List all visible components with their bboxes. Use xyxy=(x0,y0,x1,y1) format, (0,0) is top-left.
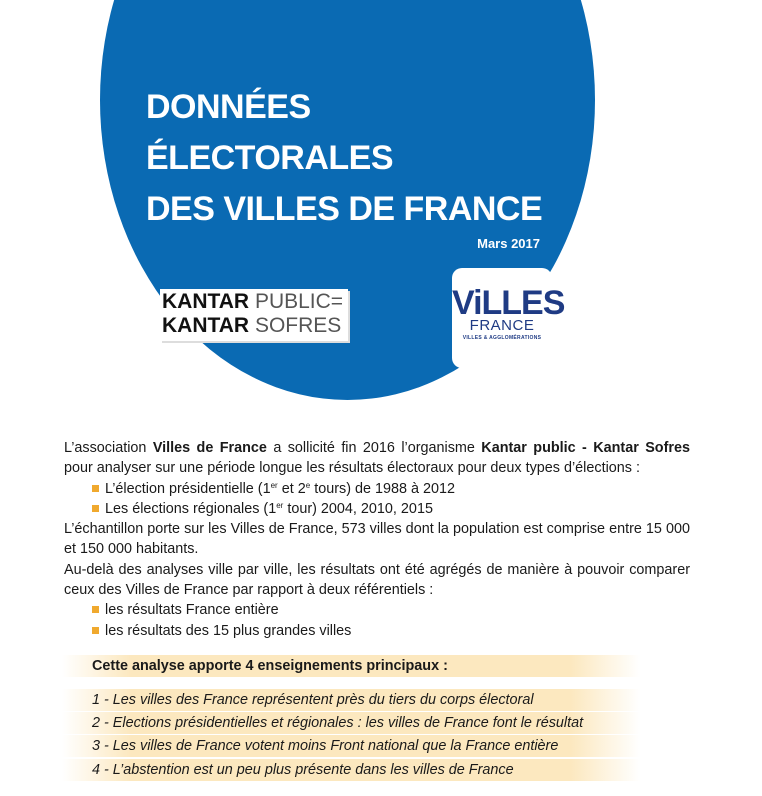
logo-word-france: FRANCE xyxy=(469,317,535,334)
summary-item-2: 2 - Elections présidentielles et régionales : les villes de France font le résultat xyxy=(62,712,640,734)
intro-text xyxy=(64,438,690,641)
cover-title xyxy=(146,82,566,235)
intro-paragraph-3: Au-delà des analyses ville par ville, les résultats ont été agrégés de manière à pouvoir comparer ceux des Villes de France par rapport à deux référentiels : xyxy=(64,561,690,599)
intro-paragraph-2: L’échantillon porte sur les Villes de France, 573 villes dont la population est comprise entre 15 000 et 150 000 habitants. xyxy=(64,521,690,558)
list-item: les résultats France entière xyxy=(92,600,690,620)
cover-title-line-1: DONNÉES xyxy=(146,88,311,126)
cover-title-line-2: ÉLECTORALES xyxy=(146,139,394,177)
referentials-list xyxy=(64,600,690,641)
kantar-line1-bold: KANTAR xyxy=(162,290,250,313)
summary-item-3: 3 - Les villes de France votent moins Front national que la France entière xyxy=(62,735,640,757)
list-item: L’élection présidentielle (1er et 2e tours) de 1988 à 2012 xyxy=(92,479,690,499)
kantar-line2-bold: KANTAR xyxy=(162,314,250,337)
cover-title-line-3: DES VILLES DE FRANCE xyxy=(146,190,543,228)
summary-heading: Cette analyse apporte 4 enseignements principaux : xyxy=(62,655,640,677)
election-types-list xyxy=(64,479,690,520)
summary-box xyxy=(62,655,640,782)
cover-date: Mars 2017 xyxy=(477,236,540,251)
summary-item-4: 4 - L’abstention est un peu plus présente dans les villes de France xyxy=(62,759,640,781)
logo-word-villes: ViLLES xyxy=(452,284,565,322)
logo-tagline: VILLES & AGGLOMÉRATIONS xyxy=(462,335,542,341)
list-item: les résultats des 15 plus grandes villes xyxy=(92,621,690,641)
intro-paragraph-1: L’association Villes de France a sollicité fin 2016 l’organisme Kantar public - Kantar Sofres pour analyser sur une période longue les résultats électoraux pour deux types d’élections : xyxy=(64,440,690,477)
kantar-line1-rest: PUBLIC= xyxy=(249,290,344,313)
kantar-logo xyxy=(160,289,348,341)
summary-item-1: 1 - Les villes des France représentent près du tiers du corps électoral xyxy=(62,689,640,711)
kantar-line2-rest: SOFRES xyxy=(249,314,342,337)
villes-de-france-logo xyxy=(452,268,565,368)
list-item: Les élections régionales (1er tour) 2004, 2010, 2015 xyxy=(92,499,690,519)
